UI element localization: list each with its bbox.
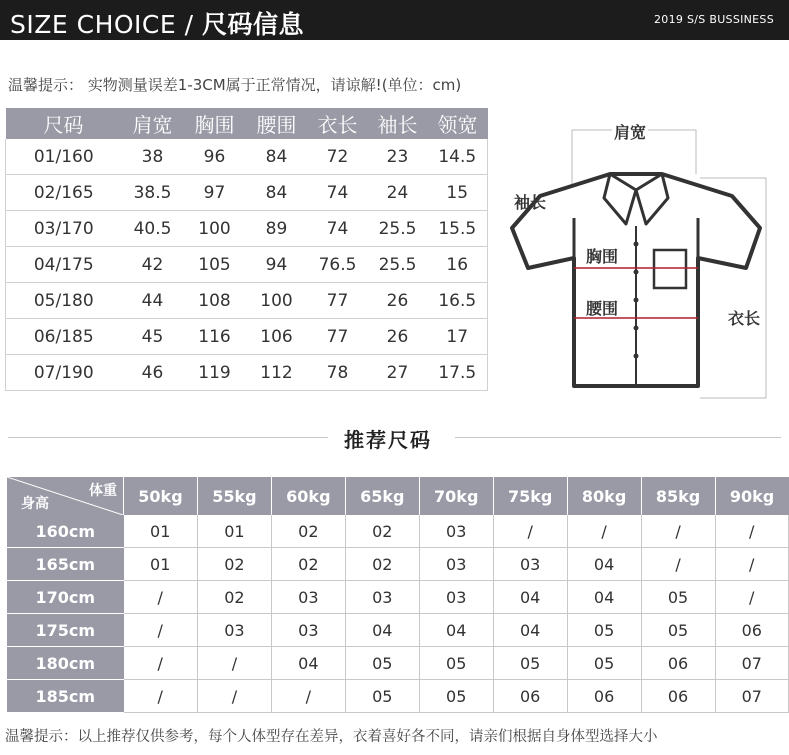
size-cell: / [641, 515, 715, 548]
table-cell: 25.5 [368, 211, 428, 247]
size-cell: 05 [419, 680, 493, 713]
height-cell: 165cm [7, 548, 124, 581]
table-cell: 77 [308, 319, 368, 355]
size-cell: 01 [197, 515, 271, 548]
size-cell: 03 [345, 581, 419, 614]
table-cell: 89 [246, 211, 308, 247]
table-cell: 27 [368, 355, 428, 391]
header-cell: 袖长 [368, 108, 428, 139]
table-cell: 45 [122, 319, 184, 355]
table-cell: 44 [122, 283, 184, 319]
measurement-note: 温馨提示： 实物测量误差1-3CM属于正常情况，请谅解!(单位：cm) [8, 76, 462, 94]
table-cell: 01/160 [6, 139, 122, 175]
size-cell: 03 [419, 581, 493, 614]
season-label: 2019 S/S BUSSINESS [653, 13, 774, 26]
title-chinese: 尺码信息 [202, 10, 305, 39]
table-cell: 74 [308, 175, 368, 211]
height-cell: 170cm [7, 581, 124, 614]
size-table-row [6, 355, 488, 391]
table-cell: 76.5 [308, 247, 368, 283]
recommend-row [7, 548, 789, 581]
size-cell: 05 [493, 647, 567, 680]
weight-header: 85kg [641, 477, 715, 515]
table-cell: 03/170 [6, 211, 122, 247]
page-header [0, 0, 789, 40]
table-cell: 15 [428, 175, 488, 211]
size-table-row [6, 247, 488, 283]
size-table-row [6, 139, 488, 175]
table-cell: 16 [428, 247, 488, 283]
size-cell: 02 [271, 548, 345, 581]
table-cell: 16.5 [428, 283, 488, 319]
size-cell: / [124, 680, 198, 713]
size-cell: 07 [715, 680, 789, 713]
recommend-title: 推荐尺码 [344, 428, 432, 452]
sleeve-label: 袖长 [514, 193, 547, 212]
length-label: 衣长 [726, 306, 762, 329]
table-cell: 17.5 [428, 355, 488, 391]
weight-caption: 体重 [89, 483, 117, 499]
weight-header: 75kg [493, 477, 567, 515]
table-cell: 24 [368, 175, 428, 211]
size-cell: / [124, 581, 198, 614]
size-cell: 05 [345, 647, 419, 680]
recommend-table [7, 477, 789, 713]
recommend-row [7, 581, 789, 614]
header-cell: 领宽 [428, 108, 488, 139]
divider-right [455, 437, 781, 438]
height-cell: 180cm [7, 647, 124, 680]
height-cell: 175cm [7, 614, 124, 647]
table-cell: 108 [184, 283, 246, 319]
size-cell: / [641, 548, 715, 581]
shirt-illustration [500, 108, 789, 408]
table-cell: 100 [184, 211, 246, 247]
size-cell: 02 [345, 515, 419, 548]
weight-header: 70kg [419, 477, 493, 515]
table-cell: 46 [122, 355, 184, 391]
table-cell: 72 [308, 139, 368, 175]
size-cell: 06 [493, 680, 567, 713]
size-cell: 03 [197, 614, 271, 647]
header-cell: 腰围 [246, 108, 308, 139]
size-cell: 04 [345, 614, 419, 647]
title-english: SIZE CHOICE / [10, 10, 202, 39]
table-cell: 06/185 [6, 319, 122, 355]
size-cell: 07 [715, 647, 789, 680]
size-table-row [6, 319, 488, 355]
size-cell: 04 [271, 647, 345, 680]
size-cell: 02 [197, 548, 271, 581]
shirt-diagram [500, 108, 789, 408]
table-cell: 105 [184, 247, 246, 283]
size-cell: 04 [493, 581, 567, 614]
size-cell: 02 [197, 581, 271, 614]
table-cell: 40.5 [122, 211, 184, 247]
size-table-row [6, 175, 488, 211]
size-cell: 02 [271, 515, 345, 548]
corner-cell [7, 477, 124, 515]
table-cell: 07/190 [6, 355, 122, 391]
size-cell: 04 [419, 614, 493, 647]
size-cell: 04 [567, 581, 641, 614]
table-cell: 119 [184, 355, 246, 391]
table-cell: 38 [122, 139, 184, 175]
size-cell: 04 [493, 614, 567, 647]
height-cell: 185cm [7, 680, 124, 713]
size-cell: 02 [345, 548, 419, 581]
header-cell: 尺码 [6, 108, 122, 139]
weight-header: 90kg [715, 477, 789, 515]
table-cell: 84 [246, 139, 308, 175]
recommend-header [7, 477, 789, 515]
table-cell: 84 [246, 175, 308, 211]
table-cell: 04/175 [6, 247, 122, 283]
chest-label: 胸围 [586, 247, 619, 266]
size-table-row [6, 283, 488, 319]
table-cell: 112 [246, 355, 308, 391]
recommend-row [7, 680, 789, 713]
table-cell: 106 [246, 319, 308, 355]
size-cell: 06 [715, 614, 789, 647]
size-cell: / [567, 515, 641, 548]
size-table [5, 108, 488, 391]
weight-header: 80kg [567, 477, 641, 515]
size-cell: 04 [567, 548, 641, 581]
table-cell: 26 [368, 283, 428, 319]
size-cell: 01 [124, 515, 198, 548]
table-cell: 02/165 [6, 175, 122, 211]
recommend-note: 温馨提示：以上推荐仅供参考，每个人体型存在差异，衣着喜好各不同，请亲们根据自身体型选择大小 [5, 729, 658, 745]
table-cell: 23 [368, 139, 428, 175]
size-cell: 05 [567, 647, 641, 680]
table-cell: 94 [246, 247, 308, 283]
size-cell: / [493, 515, 567, 548]
recommend-row [7, 614, 789, 647]
size-cell: 03 [271, 614, 345, 647]
weight-header: 65kg [345, 477, 419, 515]
divider-left [8, 437, 328, 438]
size-cell: 03 [419, 515, 493, 548]
recommend-row [7, 515, 789, 548]
table-cell: 100 [246, 283, 308, 319]
size-cell: 05 [567, 614, 641, 647]
recommend-row [7, 647, 789, 680]
header-cell: 衣长 [308, 108, 368, 139]
size-cell: 05 [641, 581, 715, 614]
size-table-header [6, 108, 488, 139]
size-cell: / [124, 614, 198, 647]
size-cell: 06 [641, 680, 715, 713]
size-cell: 01 [124, 548, 198, 581]
weight-header: 55kg [197, 477, 271, 515]
size-cell: / [197, 647, 271, 680]
size-cell: 03 [271, 581, 345, 614]
weight-header: 50kg [124, 477, 198, 515]
size-cell: 06 [567, 680, 641, 713]
table-cell: 38.5 [122, 175, 184, 211]
table-cell: 74 [308, 211, 368, 247]
size-cell: 05 [419, 647, 493, 680]
shoulder-label: 肩宽 [612, 120, 648, 143]
size-table-row [6, 211, 488, 247]
table-cell: 15.5 [428, 211, 488, 247]
size-cell: / [715, 515, 789, 548]
table-cell: 25.5 [368, 247, 428, 283]
header-cell: 胸围 [184, 108, 246, 139]
size-cell: / [715, 581, 789, 614]
size-cell: 05 [345, 680, 419, 713]
page-title [10, 5, 304, 41]
height-caption: 身高 [21, 496, 49, 512]
table-cell: 17 [428, 319, 488, 355]
header-cell: 肩宽 [122, 108, 184, 139]
table-cell: 05/180 [6, 283, 122, 319]
size-cell: / [124, 647, 198, 680]
size-cell: / [715, 548, 789, 581]
weight-header: 60kg [271, 477, 345, 515]
table-cell: 96 [184, 139, 246, 175]
waist-label: 腰围 [586, 299, 619, 318]
table-cell: 14.5 [428, 139, 488, 175]
table-cell: 77 [308, 283, 368, 319]
table-cell: 97 [184, 175, 246, 211]
height-cell: 160cm [7, 515, 124, 548]
size-cell: / [271, 680, 345, 713]
size-cell: / [197, 680, 271, 713]
table-cell: 78 [308, 355, 368, 391]
size-cell: 06 [641, 647, 715, 680]
table-cell: 116 [184, 319, 246, 355]
table-cell: 26 [368, 319, 428, 355]
table-cell: 42 [122, 247, 184, 283]
size-cell: 03 [419, 548, 493, 581]
size-cell: 05 [641, 614, 715, 647]
size-cell: 03 [493, 548, 567, 581]
